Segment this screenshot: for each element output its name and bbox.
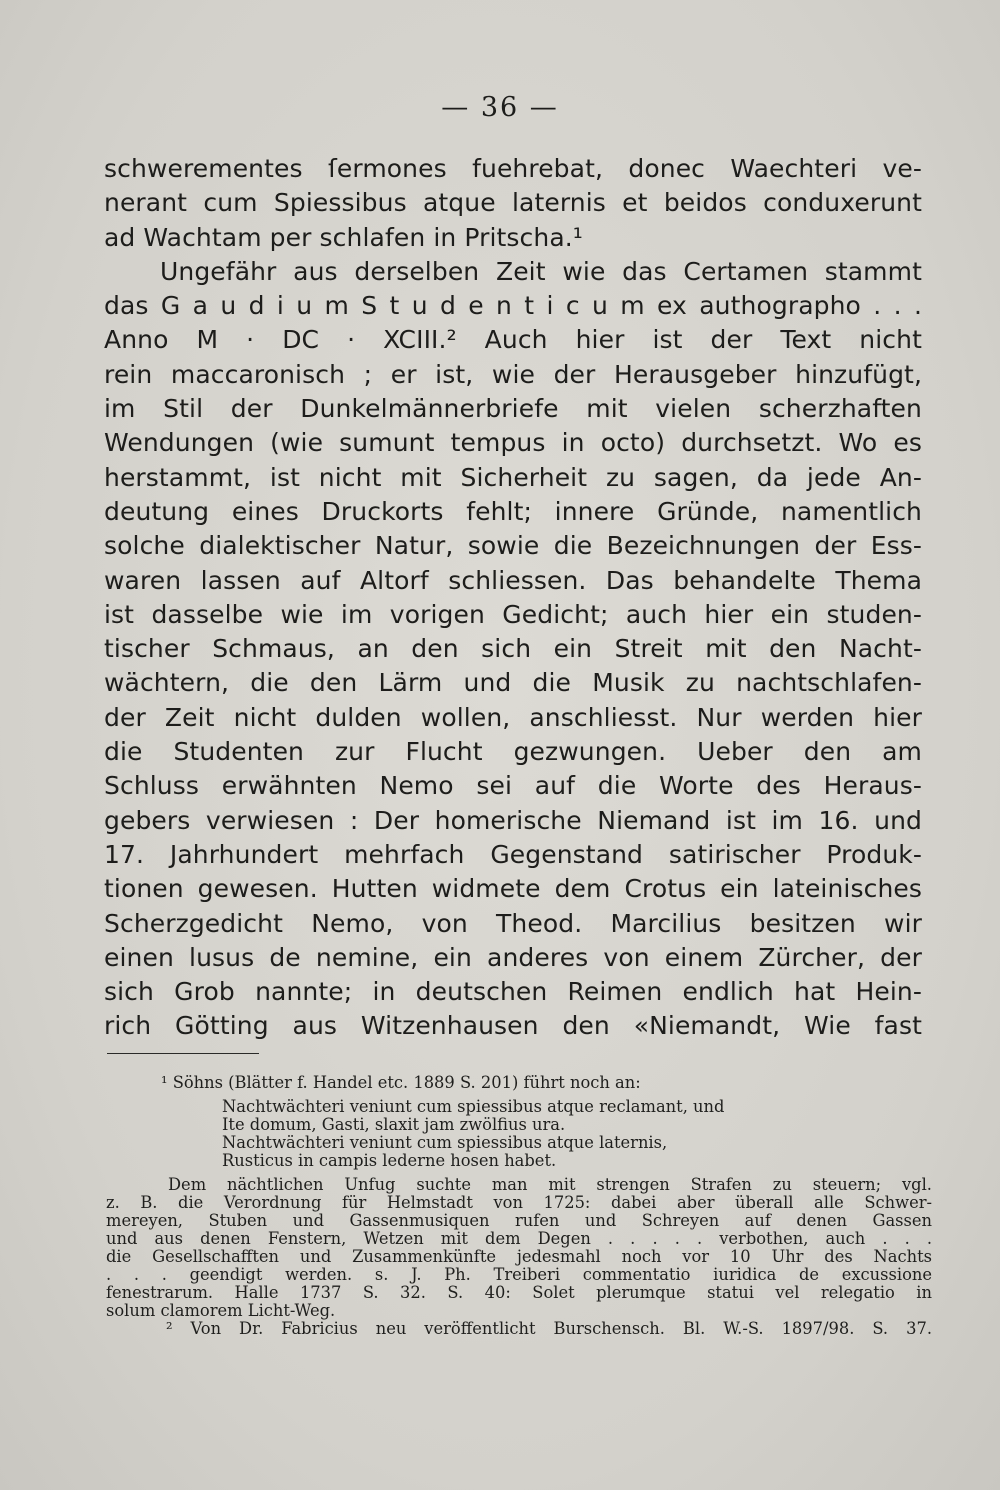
text-line: wächtern, die den Lärm und die Musik zu nachtschlafen- [104, 668, 922, 698]
footnote-paragraph-line: die Gesellschafften und Zusammenkünfte jedesmahl noch vor 10 Uhr des Nachts [106, 1247, 932, 1267]
footnote-quote-line: Ite domum, Gasti, slaxit jam zwölfius ura. [222, 1114, 566, 1134]
text-line: herstammt, ist nicht mit Sicherheit zu sagen, da jede An- [104, 462, 922, 492]
footnote-paragraph-line: fenestrarum. Halle 1737 S. 32. S. 40: Solet plerumque statui vel relegatio in [106, 1282, 932, 1302]
text-line: sich Grob nannte; in deutschen Reimen endlich hat Hein- [104, 977, 922, 1007]
footnote-paragraph-line: solum clamorem Licht-Weg. [106, 1300, 336, 1320]
text-line: tionen gewesen. Hutten widmete dem Crotus ein lateinisches [104, 874, 922, 904]
footnote-quote-line: Nachtwächteri veniunt cum spiessibus atque laternis, [222, 1132, 668, 1152]
text-line: der Zeit nicht dulden wollen, anschliesst. Nur werden hier [104, 702, 922, 732]
text-line: im Stil der Dunkelmännerbriefe mit vielen scherzhaften [104, 394, 922, 424]
footnote-quote-line: Rusticus in campis lederne hosen habet. [222, 1150, 557, 1170]
text-line: Schluss erwähnten Nemo sei auf die Worte des Heraus- [104, 771, 922, 801]
footnotes [106, 1074, 932, 1337]
text-line: ist dasselbe wie im vorigen Gedicht; auch hier ein studen- [104, 599, 922, 629]
text-line: ad Wachtam per schlafen in Pritscha.¹ [104, 222, 583, 252]
footnote-2: ² Von Dr. Fabricius neu veröffentlicht Burschensch. Bl. W.-S. 1897/98. S. 37. [166, 1318, 932, 1338]
footnote-paragraph-line: Dem nächtlichen Unfug suchte man mit strengen Strafen zu steuern; vgl. [168, 1175, 932, 1195]
text-line: einen lusus de nemine, ein anderes von einem Zürcher, der [104, 942, 922, 972]
text-line: deutung eines Druckorts fehlt; innere Gründe, namentlich [104, 496, 922, 526]
text-line: schwerementes ſermones fuehrebat, donec Waechteri ve- [104, 154, 922, 183]
text-line: gebers verwiesen : Der homerische Niemand ist im 16. und [104, 805, 922, 835]
text-line: rein maccaronisch ; er ist, wie der Herausgeber hinzufügt, [104, 359, 922, 389]
footnote-paragraph-line: . . . geendigt werden. s. J. Ph. Treiberi commentatio iuridica de excussione [106, 1264, 932, 1284]
text-line: tischer Schmaus, an den sich ein Streit mit den Nacht- [104, 634, 922, 664]
text-line: nerant cum Spiessibus atque laternis et beidos conduxerunt [104, 188, 922, 218]
footnote-paragraph-line: und aus denen Fenstern, Wetzen mit dem Degen . . . . . verbothen, auch . . . [106, 1229, 932, 1249]
footnote-quote-line: Nachtwächteri veniunt cum spiessibus atque reclamant, und [222, 1096, 725, 1116]
text-line: waren lassen auf Altorf schliessen. Das behandelte Thema [104, 565, 922, 595]
footnote-paragraph-line: mereyen, Stuben und Gassenmusiquen rufen und Schreyen auf denen Gassen [106, 1211, 932, 1231]
text-line: Ungefähr aus derselben Zeit wie das Certamen stammt [160, 256, 922, 286]
text-line: die Studenten zur Flucht gezwungen. Ueber den am [104, 737, 922, 767]
text-line: das G a u d i u m S t u d e n t i c u m ex authographo . . . [104, 291, 922, 321]
main-text [104, 152, 922, 1044]
text-line: Wendungen (wie sumunt tempus in octo) durchsetzt. Wo es [104, 428, 922, 458]
page-number: — 36 — [441, 92, 559, 123]
footnote-paragraph-line: z. B. die Verordnung für Helmstadt von 1725: dabei aber überall alle Schwer- [106, 1193, 932, 1213]
footnote-divider [107, 1053, 259, 1054]
text-line: rich Götting aus Witzenhausen den «Niemandt, Wie fast [104, 1011, 922, 1041]
text-line: solche dialektischer Natur, sowie die Bezeichnungen der Ess- [104, 531, 922, 561]
footnote-1-intro: ¹ Söhns (Blätter f. Handel etc. 1889 S. 201) führt noch an: [161, 1073, 641, 1092]
text-line: Scherzgedicht Nemo, von Theod. Marcilius besitzen wir [104, 908, 922, 938]
text-line: Anno M · DC · XCIII.² Auch hier ist der Text nicht [104, 325, 922, 355]
text-line: 17. Jahrhundert mehrfach Gegenstand satirischer Produk- [104, 839, 922, 869]
